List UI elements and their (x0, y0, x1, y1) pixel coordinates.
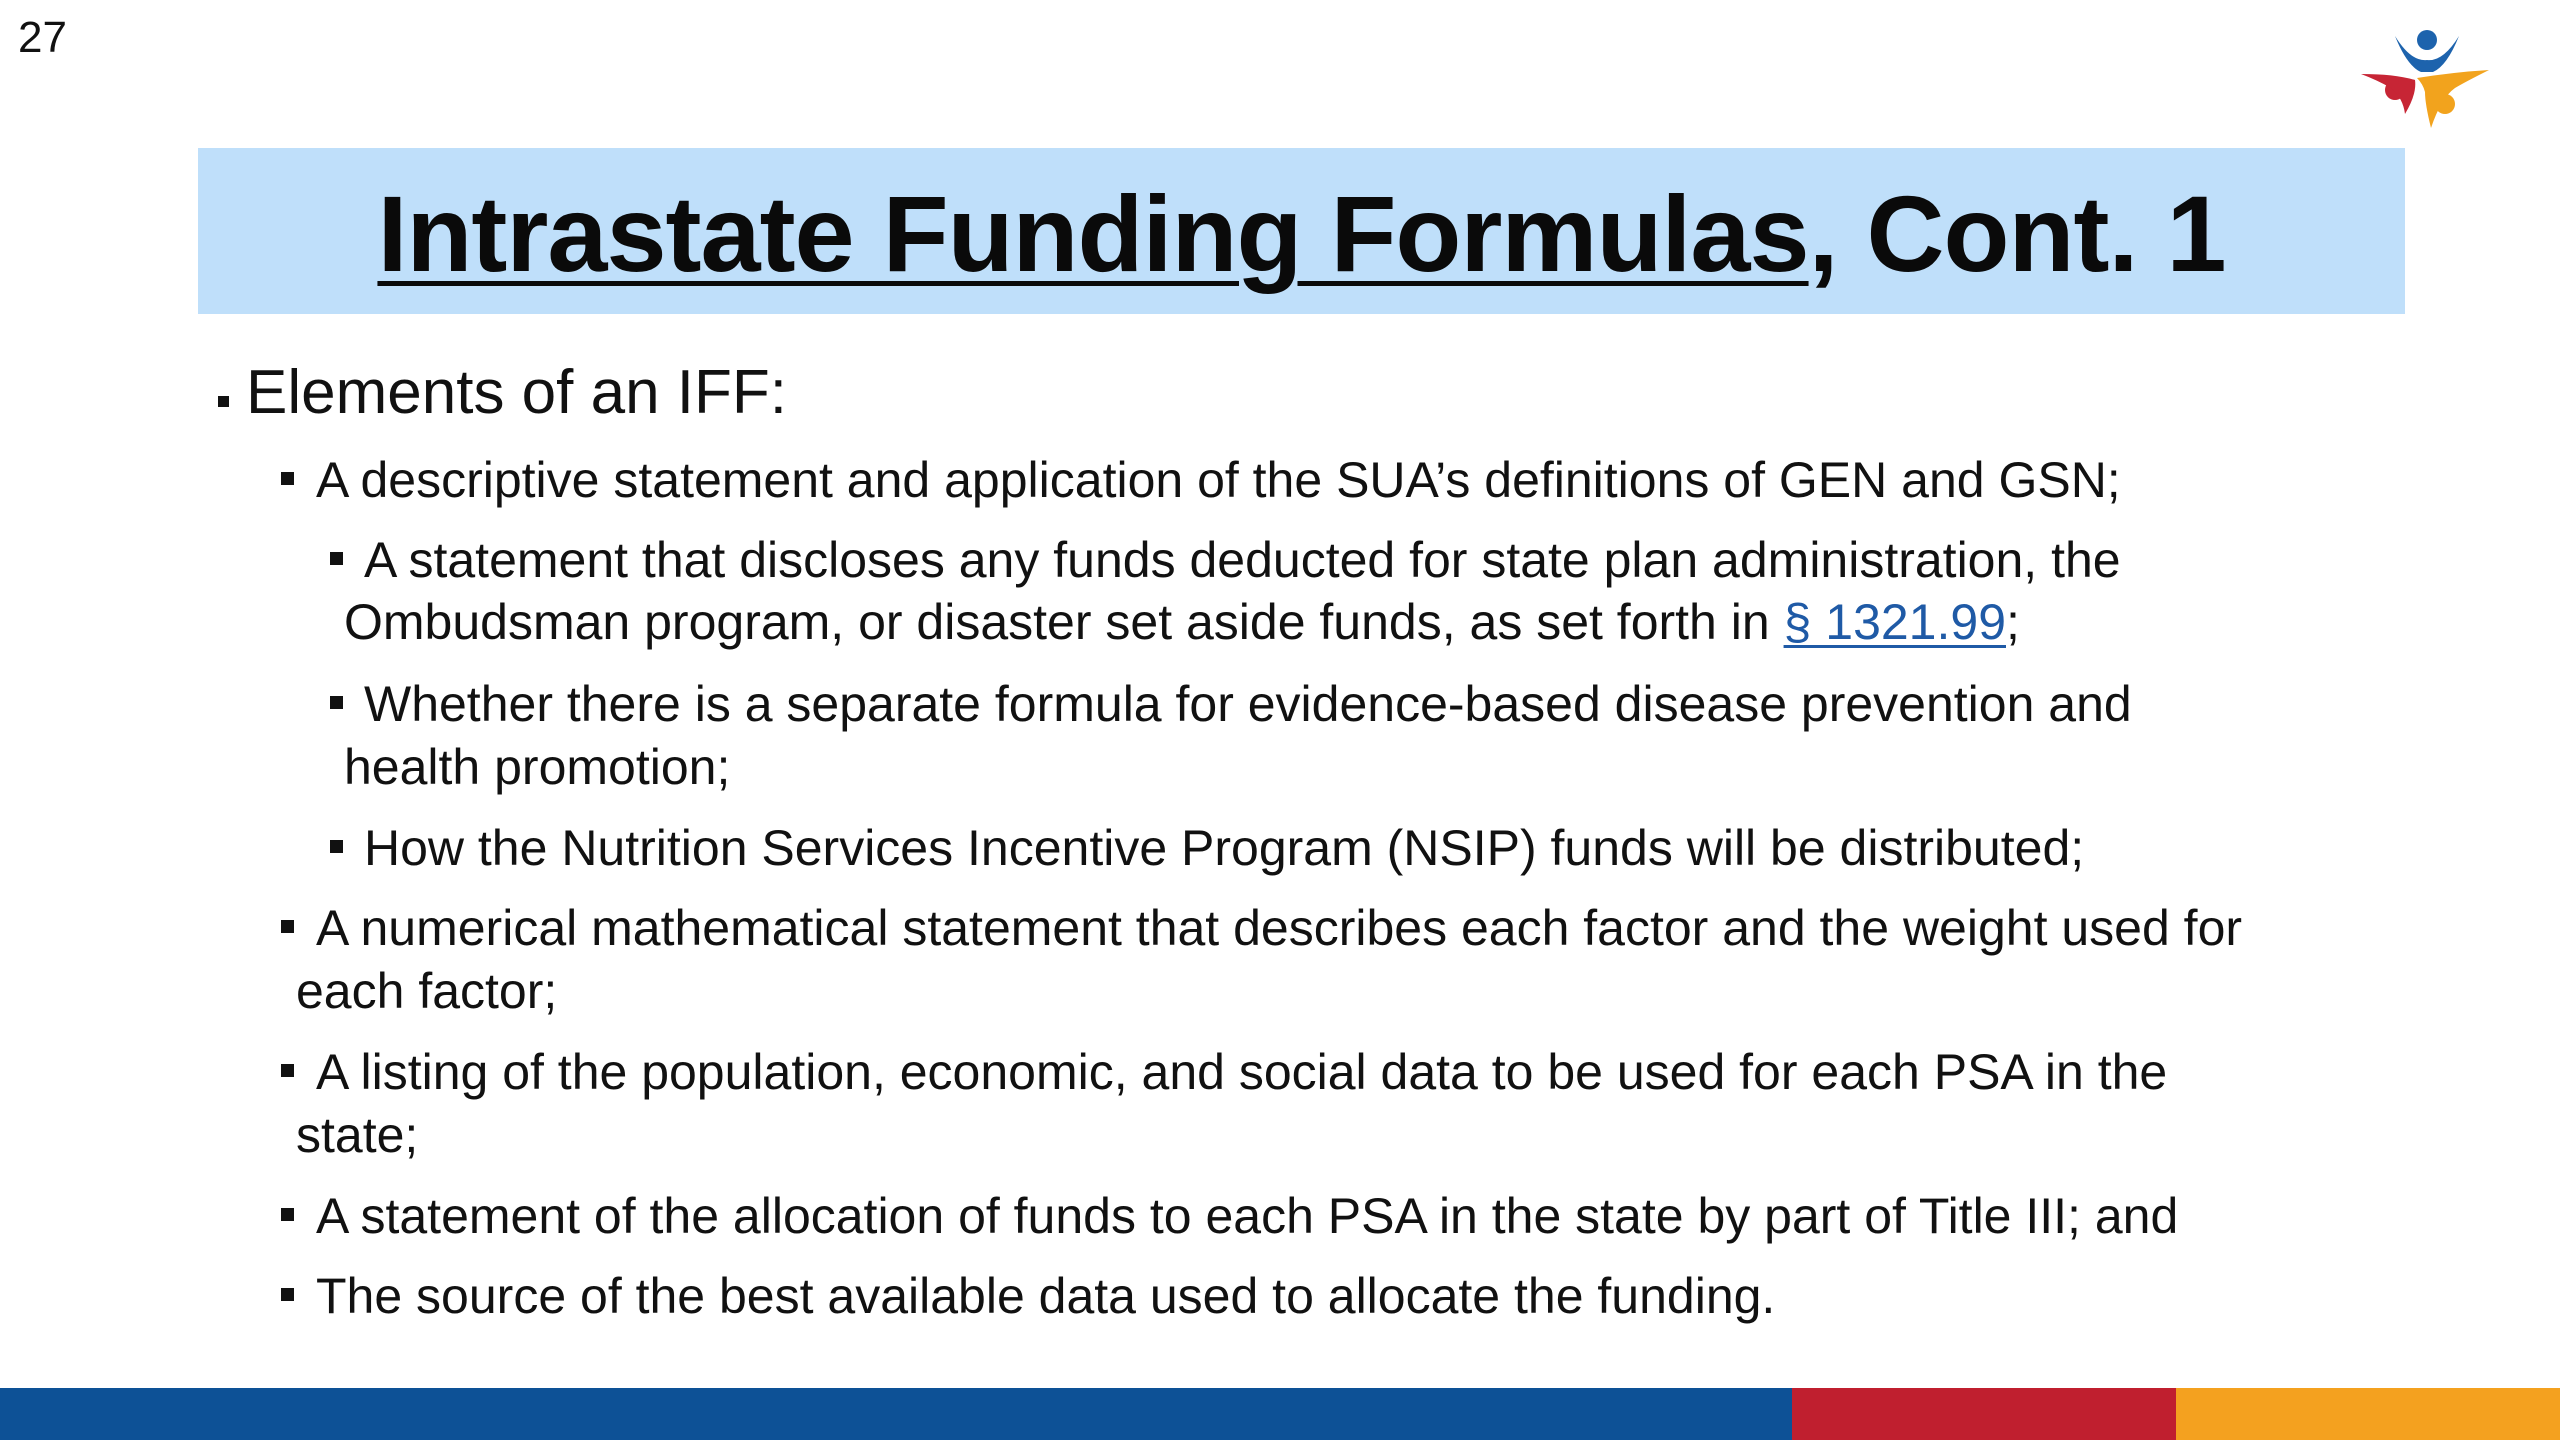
list-item: The source of the best available data used to allocate the funding. (316, 1268, 1776, 1324)
list-item: A numerical mathematical statement that describes each factor and the weight used for (316, 900, 2243, 956)
footer-orange-segment (2176, 1388, 2560, 1440)
list-item-continued: health promotion; (344, 739, 731, 795)
footer-color-bar (0, 1388, 2560, 1440)
bullet-marker (330, 840, 343, 853)
footer-blue-segment (0, 1388, 1792, 1440)
list-item-text: ; (2006, 594, 2020, 650)
bullet-marker (281, 1208, 294, 1221)
slide-number: 27 (18, 13, 67, 62)
list-item-continued: each factor; (296, 963, 558, 1019)
slide-title-rest: , Cont. 1 (1808, 173, 2226, 294)
list-item-continued (344, 590, 2020, 654)
regulation-link[interactable]: § 1321.99 (1783, 594, 2006, 650)
list-item: A statement that discloses any funds deducted for state plan administration, the (364, 532, 2121, 588)
bullet-marker (281, 472, 294, 485)
bullet-marker (281, 1288, 294, 1301)
footer-red-segment (1792, 1388, 2176, 1440)
list-item: Elements of an IFF: (246, 358, 787, 427)
list-item: A descriptive statement and application of the SUA’s definitions of GEN and GSN; (316, 452, 2121, 508)
bullet-marker (330, 552, 343, 565)
list-item: How the Nutrition Services Incentive Program (NSIP) funds will be distributed; (364, 820, 2085, 876)
list-item: A listing of the population, economic, and social data to be used for each PSA in the (316, 1044, 2168, 1100)
bullet-marker (330, 696, 343, 709)
list-item: Whether there is a separate formula for evidence-based disease prevention and (364, 676, 2132, 732)
slide-title-underlined: Intrastate Funding Formulas (377, 173, 1809, 294)
bullet-marker (281, 920, 294, 933)
list-item: A statement of the allocation of funds to each PSA in the state by part of Title III; and (316, 1188, 2179, 1244)
list-item-text: Ombudsman program, or disaster set aside funds, as set forth in (344, 594, 1784, 650)
list-item-continued: state; (296, 1107, 419, 1163)
bullet-marker (281, 1064, 294, 1077)
bullet-marker (218, 396, 229, 407)
